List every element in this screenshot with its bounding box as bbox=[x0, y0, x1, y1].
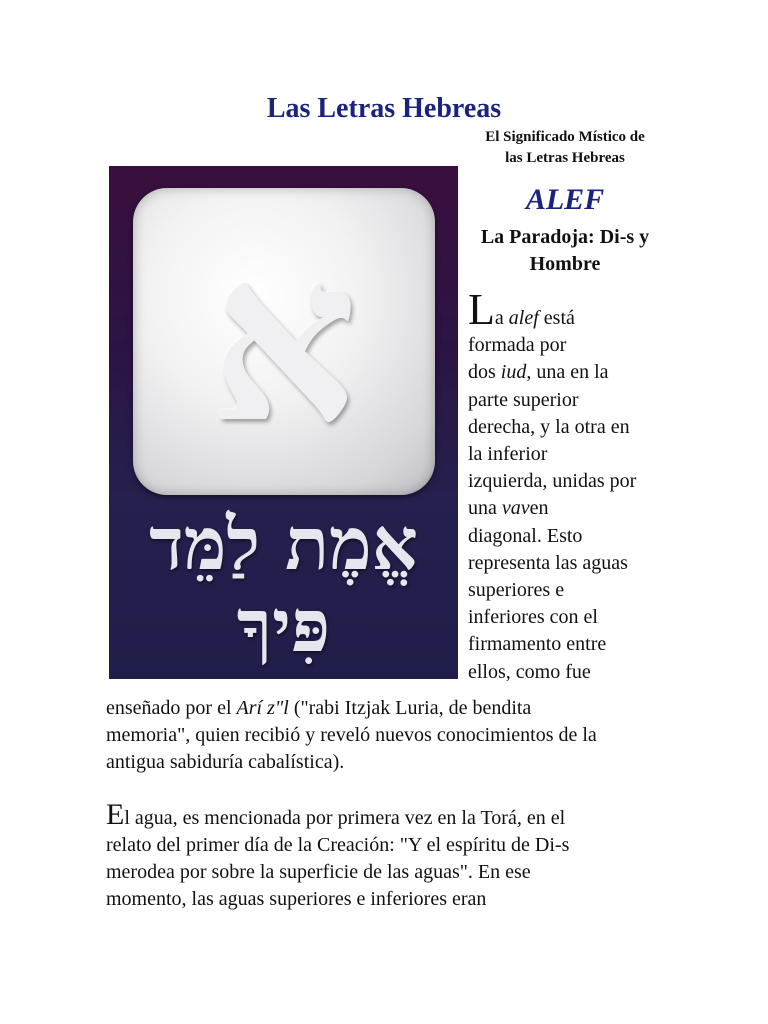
text-line bbox=[468, 359, 668, 386]
section-heading: ALEF bbox=[525, 183, 605, 216]
text-emphasis: Arí z"l bbox=[236, 697, 289, 719]
alef-illustration bbox=[109, 166, 458, 679]
paragraph-2 bbox=[106, 798, 676, 913]
text-line: diagonal. Esto bbox=[468, 524, 583, 547]
text-line: parte superior bbox=[468, 388, 579, 411]
text-run: a bbox=[494, 307, 509, 329]
document-title: Las Letras Hebreas bbox=[266, 93, 502, 124]
text-emphasis: alef bbox=[508, 307, 539, 329]
drop-cap: L bbox=[468, 285, 495, 334]
text-line bbox=[106, 798, 676, 832]
text-run: ("rabi Itzjak Luria, de bendita bbox=[288, 697, 532, 719]
document-subtitle bbox=[470, 127, 660, 169]
text-run: está bbox=[538, 307, 575, 329]
text-line: la inferior bbox=[468, 443, 548, 466]
text-line: relato del primer día de la Creación: "Y el espíritu de Di-s bbox=[106, 834, 570, 856]
alef-tile bbox=[133, 188, 435, 495]
paragraph-1-continuation bbox=[106, 695, 676, 776]
subheading-line: Hombre bbox=[529, 253, 601, 275]
text-line: ellos, como fue bbox=[468, 660, 591, 683]
text-run: en bbox=[529, 497, 549, 520]
subtitle-line: El Significado Místico de bbox=[485, 129, 645, 145]
section-subheading bbox=[470, 224, 660, 278]
text-run: dos bbox=[468, 361, 501, 384]
text-line: momento, las aguas superiores e inferiores eran bbox=[106, 888, 487, 910]
paragraph-1-side bbox=[468, 285, 668, 686]
subtitle-line: las Letras Hebreas bbox=[505, 150, 625, 166]
text-emphasis: iud bbox=[500, 361, 527, 384]
text-run: una bbox=[468, 497, 502, 520]
text-run: , una en la bbox=[526, 361, 609, 384]
text-line: merodea por sobre la superficie de las aguas". En ese bbox=[106, 861, 531, 883]
text-line bbox=[106, 695, 676, 722]
text-line: firmamento entre bbox=[468, 633, 607, 656]
hebrew-phrase-line2: פִּיךָ bbox=[236, 583, 331, 668]
text-line: derecha, y la otra en bbox=[468, 415, 630, 438]
text-run: enseñado por el bbox=[106, 697, 237, 719]
text-line: formada por bbox=[468, 334, 567, 357]
text-line: inferiores con el bbox=[468, 606, 598, 629]
text-line: memoria", quien recibió y reveló nuevos conocimientos de la bbox=[106, 724, 597, 746]
text-line bbox=[468, 495, 668, 522]
alef-letter-glyph: א bbox=[210, 204, 358, 474]
text-line: antigua sabiduría cabalística). bbox=[106, 751, 345, 773]
drop-cap: E bbox=[106, 798, 125, 831]
text-line: representa las aguas bbox=[468, 551, 628, 574]
text-run: l agua, es mencionada por primera vez en la Torá, en el bbox=[124, 807, 566, 829]
text-line: superiores e bbox=[468, 579, 565, 602]
hebrew-phrase-line1: אֱמֶת לַמֵּד bbox=[149, 501, 418, 586]
text-line: izquierda, unidas por bbox=[468, 470, 637, 493]
text-line bbox=[468, 285, 668, 334]
subheading-line: La Paradoja: Di-s y bbox=[480, 226, 650, 248]
text-emphasis: vav bbox=[501, 497, 530, 520]
